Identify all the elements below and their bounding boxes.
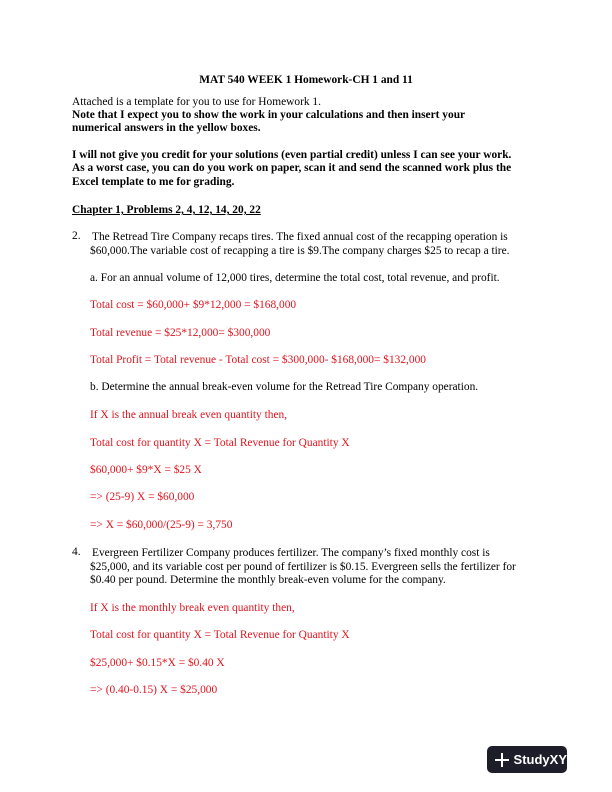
intro-line-1: Attached is a template for you to use for Homework 1. (72, 96, 321, 108)
studyxy-label: StudyXY (513, 752, 567, 767)
answer-4-line-2: Total cost for quantity X = Total Revenue for Quantity X (90, 629, 350, 641)
warning-line-1: I will not give you credit for your solutions (even partial credit) unless I can see your work. (72, 149, 512, 161)
warning-line-2: As a worst case, you can do you work on paper, scan it and send the scanned work plus the (72, 162, 512, 174)
answer-4-line-1: If X is the monthly break even quantity then, (90, 602, 295, 614)
answer-b-line-2: Total cost for quantity X = Total Revenue for Quantity X (90, 437, 350, 449)
problem-2-part-a: a. For an annual volume of 12,000 tires, determine the total cost, total revenue, and profit. (90, 272, 500, 284)
problem-4-text-3: $0.40 per pound. Determine the monthly break-even volume for the company. (90, 574, 446, 586)
problem-4-number: 4. (72, 546, 81, 558)
answer-b-line-5: => X = $60,000/(25-9) = 3,750 (90, 519, 233, 531)
problem-4-text-2: $25,000, and its variable cost per pound of fertilizer is $0.15. Evergreen sells the fertilizer for (90, 561, 516, 573)
problem-2-part-b: b. Determine the annual break-even volume for the Retread Tire Company operation. (90, 381, 479, 393)
answer-b-line-4: => (25-9) X = $60,000 (90, 491, 195, 503)
problem-2-text-1: The Retread Tire Company recaps tires. The fixed annual cost of the recapping operation is (92, 231, 508, 243)
intro-line-3: numerical answers in the yellow boxes. (72, 122, 261, 134)
answer-total-revenue: Total revenue = $25*12,000= $300,000 (90, 327, 271, 339)
answer-total-profit: Total Profit = Total revenue - Total cost = $300,000- $168,000= $132,000 (90, 354, 426, 366)
answer-4-line-4: => (0.40-0.15) X = $25,000 (90, 684, 218, 696)
problem-4-text-1: Evergreen Fertilizer Company produces fertilizer. The company’s fixed monthly cost is (92, 547, 490, 559)
answer-total-cost: Total cost = $60,000+ $9*12,000 = $168,000 (90, 299, 297, 311)
answer-4-line-3: $25,000+ $0.15*X = $0.40 X (90, 657, 225, 669)
intro-line-2: Note that I expect you to show the work in your calculations and then insert your (72, 109, 466, 121)
answer-b-line-1: If X is the annual break even quantity then, (90, 409, 288, 421)
problem-2-number: 2. (72, 230, 81, 242)
studyxy-badge[interactable] (487, 746, 567, 773)
problem-2-text-2: $60,000.The variable cost of recapping a tire is $9.The company charges $25 to recap a tire. (90, 245, 510, 257)
answer-b-line-3: $60,000+ $9*X = $25 X (90, 464, 202, 476)
warning-line-3: Excel template to me for grading. (72, 176, 235, 188)
document-title: MAT 540 WEEK 1 Homework-CH 1 and 11 (199, 74, 413, 86)
plus-icon (495, 753, 508, 767)
chapter-heading: Chapter 1, Problems 2, 4, 12, 14, 20, 22 (72, 204, 261, 216)
